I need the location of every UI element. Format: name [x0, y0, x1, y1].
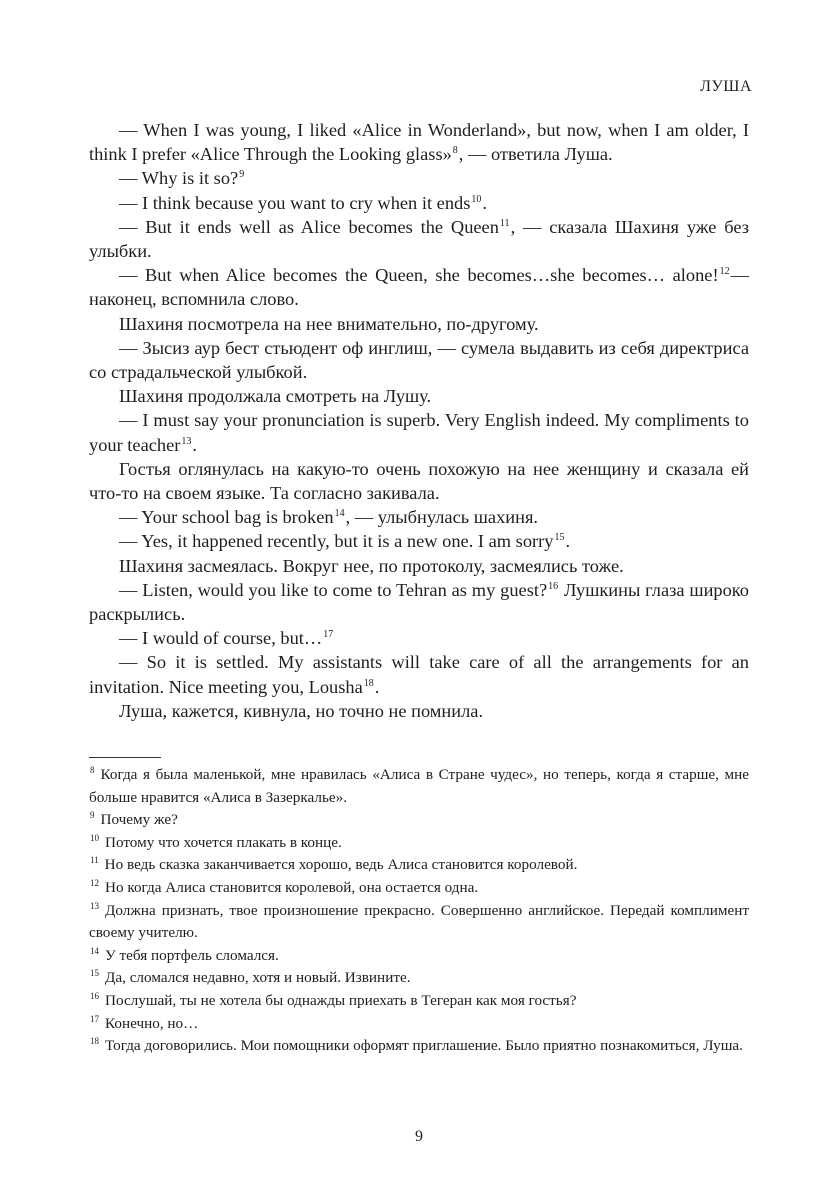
paragraph: Шахиня посмотрела на нее внимательно, по-другому. [119, 313, 539, 334]
paragraph: — Yes, it happened recently, but it is a new one. I am sorry$^{15}$. [119, 531, 571, 552]
footnote: $^{18}$ Тогда договорились. Мои помощники оформят приглашение. Было приятно познакомиться, Луша. [90, 1036, 743, 1055]
footnote-ref[interactable]: 15 [554, 532, 565, 544]
footnote: $^{12}$ Но когда Алиса становится королевой, она остается одна. [90, 877, 479, 896]
paragraph: — When I was young, I liked «Alice in Wonderland», but now, when I am older, I think I prefer «Alice Through the Looking glass»$^8$, — ответила Луша. [89, 120, 749, 165]
footnote-ref[interactable]: 16 [548, 580, 559, 592]
paragraph: — But when Alice becomes the Queen, she becomes…she becomes… alone!$^{12}$— наконец, вспомнила слово. [89, 265, 749, 310]
footnote-ref[interactable]: 8 [452, 145, 458, 157]
paragraph: — But it ends well as Alice becomes the Queen$^{11}$, — сказала Шахиня уже без улыбки. [89, 216, 749, 262]
footnote-ref[interactable]: 13 [181, 435, 192, 447]
page-number: 9 [415, 1128, 423, 1145]
paragraph: Шахиня продолжала смотреть на Лушу. [119, 386, 432, 407]
footnote-ref[interactable]: 17 [323, 629, 334, 641]
running-header: ЛУША [700, 78, 752, 95]
paragraph: — Зысиз аур бест стьюдент оф инглиш, — сумела выдавить из себя директриса со страдальческой улыбкой. [89, 337, 749, 383]
footnote: $^{13}$ Должна признать, твое произношение прекрасно. Совершенно английское. Передай комплимент своему учителю. [89, 900, 749, 942]
footnote-ref[interactable]: 10 [471, 193, 482, 205]
footnote: $^{11}$ Но ведь сказка заканчивается хорошо, ведь Алиса становится королевой. [90, 855, 578, 874]
paragraph: — I think because you want to cry when it ends$^{10}$. [119, 192, 487, 213]
body-text [89, 118, 749, 723]
footnote-ref[interactable]: 12 [719, 266, 730, 278]
footnote-ref[interactable]: 11 [499, 217, 510, 229]
footnote-ref[interactable]: 18 [363, 677, 374, 689]
footnote: $^{10}$ Потому что хочется плакать в конце. [90, 832, 342, 851]
footnote: $^{14}$ У тебя портфель сломался. [90, 945, 279, 964]
footnote: $^{17}$ Конечно, но… [90, 1013, 199, 1032]
paragraph: — Why is it so?$^9$ [119, 168, 245, 189]
paragraph: Шахиня засмеялась. Вокруг нее, по протоколу, засмеялись тоже. [119, 555, 624, 576]
footnote: $^{15}$ Да, сломался недавно, хотя и новый. Извините. [90, 968, 411, 987]
footnote: $^{16}$ Послушай, ты не хотела бы однажды приехать в Тегеран как моя гостья? [90, 990, 577, 1009]
paragraph: Луша, кажется, кивнула, но точно не помнила. [119, 700, 484, 721]
footnote-ref[interactable]: 14 [334, 508, 345, 520]
footnotes [89, 764, 749, 1058]
paragraph: — So it is settled. My assistants will take care of all the arrangements for an invitation. Nice meeting you, Lousha$^{18}$. [89, 652, 749, 697]
paragraph: — I would of course, but…$^{17}$ [119, 628, 334, 649]
footnote-ref[interactable]: 9 [239, 169, 245, 181]
paragraph: — Listen, would you like to come to Tehran as my guest?$^{16}$ Лушкины глаза широко раскрылись. [89, 579, 749, 625]
paragraph: — I must say your pronunciation is superb. Very English indeed. My compliments to your teacher$^{13}$. [89, 410, 749, 455]
paragraph: Гостья оглянулась на какую-то очень похожую на нее женщину и сказала ей что-то на своем языке. Та согласно закивала. [89, 458, 749, 504]
footnote-separator [89, 757, 161, 758]
footnote: $^9$ Почему же? [90, 810, 178, 829]
footnote: $^8$ Когда я была маленькой, мне нравилась «Алиса в Стране чудес», но теперь, когда я старше, мне больше нравится «Алиса в Зазеркалье». [89, 765, 749, 806]
paragraph: — Your school bag is broken$^{14}$, — улыбнулась шахиня. [119, 507, 538, 528]
